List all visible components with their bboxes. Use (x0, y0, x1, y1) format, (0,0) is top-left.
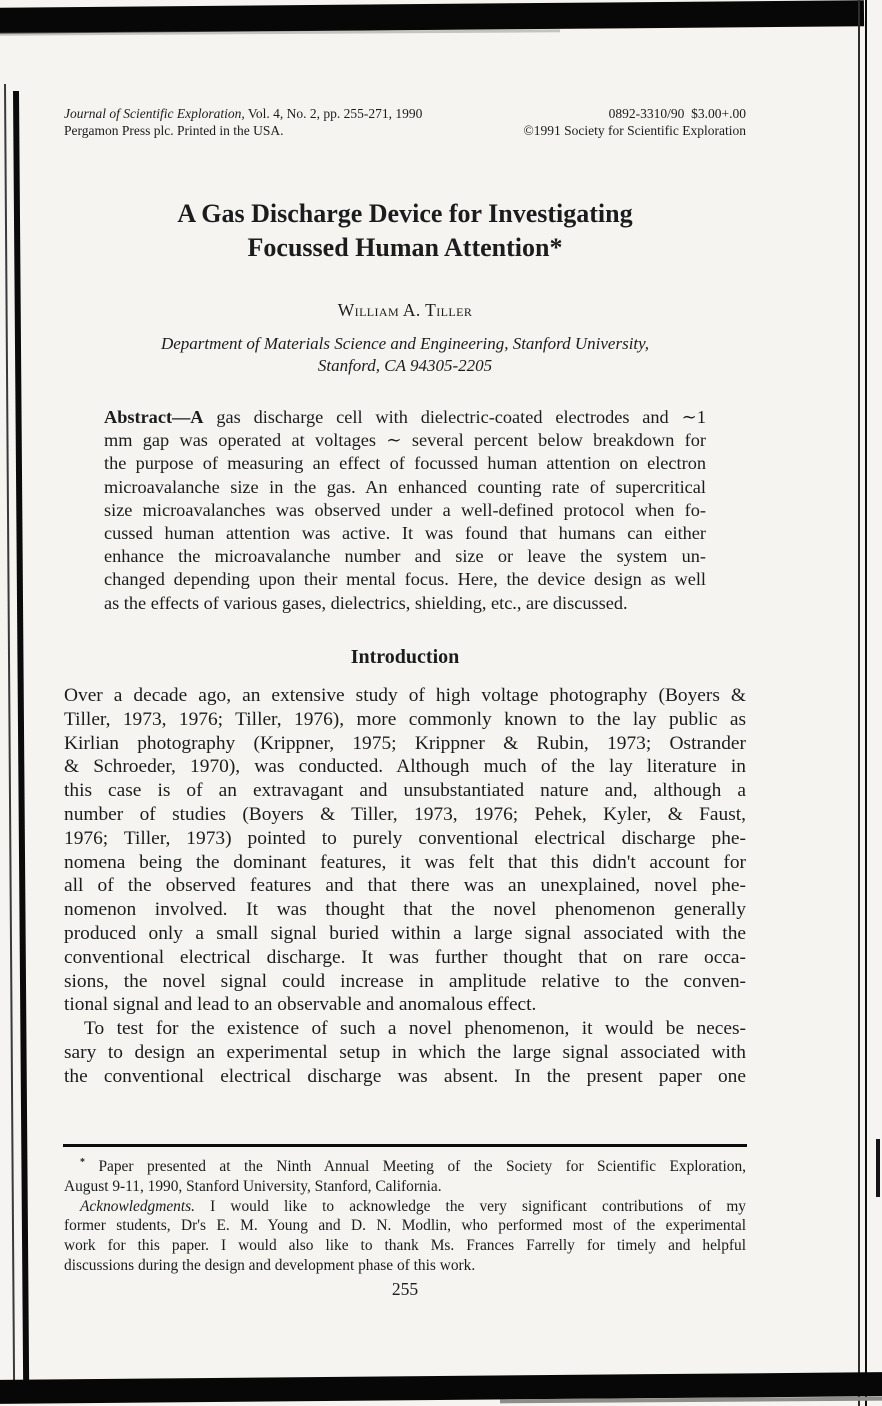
paper-title-line2: Focussed Human Attention* (247, 233, 563, 262)
body-line: sary to design an experimental setup in which the large signal associated with (64, 1041, 746, 1063)
abstract-line: cussed human attention was active. It was found that humans can either (104, 523, 706, 544)
abstract-line: enhance the microavalanche number and size or leave the system un- (104, 546, 706, 567)
publisher-line: Pergamon Press plc. Printed in the USA. (64, 123, 284, 138)
body-line: nomenon involved. It was thought that the novel phenomenon generally (64, 899, 746, 921)
abstract-block (104, 406, 706, 615)
body-line: Kirlian photography (Krippner, 1975; Krippner & Rubin, 1973; Ostrander (64, 732, 746, 754)
body-line-paragraph-end: tional signal and lead to an observable and anomalous effect. (64, 994, 537, 1016)
scan-artifact-top-bar (0, 0, 864, 34)
section-heading-introduction: Introduction (350, 646, 460, 668)
body-line: & Schroeder, 1970), was conducted. Although much of the lay literature in (64, 756, 746, 778)
introduction-body (64, 684, 746, 1089)
scan-artifact-left-thin-line (4, 84, 15, 1396)
footnote-line: August 9-11, 1990, Stanford University, Stanford, California. (64, 1177, 442, 1195)
abstract-line: mm gap was operated at voltages ∼ several percent below breakdown for (104, 430, 706, 451)
scan-artifact-right-line-outer (858, 0, 860, 1406)
footnote-line: former students, Dr's E. M. Young and D. N. Modlin, who performed most of the experimental (64, 1217, 746, 1235)
body-line: the conventional electrical discharge was absent. In the present paper one (64, 1065, 746, 1087)
scan-artifact-right-line-inner (865, 0, 867, 1406)
journal-volume-info: Vol. 4, No. 2, pp. 255-271, 1990 (244, 106, 423, 121)
abstract-line: microavalanche size in the gas. An enhanced counting rate of supercritical (104, 476, 706, 497)
abstract-line: size microavalanches was observed under a well-defined protocol when fo- (104, 499, 706, 520)
affiliation-line1: Department of Materials Science and Engineering, Stanford University, (160, 334, 650, 353)
abstract-line: changed depending upon their mental focus. Here, the device design as well (104, 569, 706, 590)
affiliation-line2: Stanford, CA 94305-2205 (317, 356, 493, 375)
journal-header-right (445, 105, 746, 139)
abstract-line: the purpose of measuring an effect of focussed human attention on electron (104, 453, 706, 474)
copyright-line: ©1991 Society for Scientific Exploration (523, 123, 746, 138)
paper-title-line1: A Gas Discharge Device for Investigating (177, 199, 633, 228)
abstract-label: Abstract—A (104, 407, 204, 427)
footnote-separator-rule (63, 1144, 747, 1147)
body-line: sions, the novel signal could increase in amplitude relative to the conven- (64, 970, 746, 992)
author-name: William A. Tiller (337, 300, 473, 320)
page-number: 255 (391, 1279, 419, 1299)
abstract-line: Abstract—A gas discharge cell with dielectric-coated electrodes and ∼1 (104, 407, 706, 427)
journal-name: Journal of Scientific Exploration, (64, 106, 245, 121)
body-line: Tiller, 1973, 1976; Tiller, 1976), more commonly known to the lay public as (64, 708, 746, 730)
footnote-line: Acknowledgments. I would like to acknowledge the very significant contributions of my (80, 1197, 746, 1215)
body-line: 1976; Tiller, 1973) pointed to purely conventional electrical discharge phe- (64, 827, 746, 849)
scan-artifact-left-thick-line (13, 91, 29, 1386)
journal-citation-line (64, 105, 484, 122)
footnote-line: * Paper presented at the Ninth Annual Meeting of the Society for Scientific Exploration, (80, 1157, 746, 1175)
body-line: Over a decade ago, an extensive study of high voltage photography (Boyers & (64, 685, 746, 706)
body-line: nomena being the dominant features, it was felt that this didn't account for (64, 851, 746, 873)
journal-header-left (64, 105, 484, 139)
footnote-line: discussions during the design and development phase of this work. (64, 1256, 476, 1274)
scan-artifact-right-short-mark (876, 1139, 880, 1197)
body-line-paragraph-start: To test for the existence of such a novel phenomenon, it would be neces- (84, 1018, 746, 1040)
footnote-asterisk: * (80, 1157, 85, 1168)
body-line: all of the observed features and that there was an unexplained, novel phe- (64, 875, 746, 897)
footnote-line: work for this paper. I would also like to thank Ms. Frances Farrelly for timely and helpful (64, 1237, 746, 1255)
footnote-block (64, 1153, 746, 1276)
acknowledgments-label: Acknowledgments. (80, 1197, 195, 1215)
abstract-line-last: as the effects of various gases, dielectrics, shielding, etc., are discussed. (104, 592, 628, 613)
paper-title (64, 197, 746, 265)
body-line: produced only a small signal buried within a large signal associated with the (64, 922, 746, 944)
author-affiliation (64, 333, 746, 377)
body-line: conventional electrical discharge. It was further thought that on rare occa- (64, 946, 746, 968)
body-line: this case is of an extravagant and unsubstantiated nature and, although a (64, 780, 746, 802)
body-line: number of studies (Boyers & Tiller, 1973, 1976; Pehek, Kyler, & Faust, (64, 803, 746, 825)
issn-price-line: 0892-3310/90 $3.00+.00 (608, 106, 746, 121)
